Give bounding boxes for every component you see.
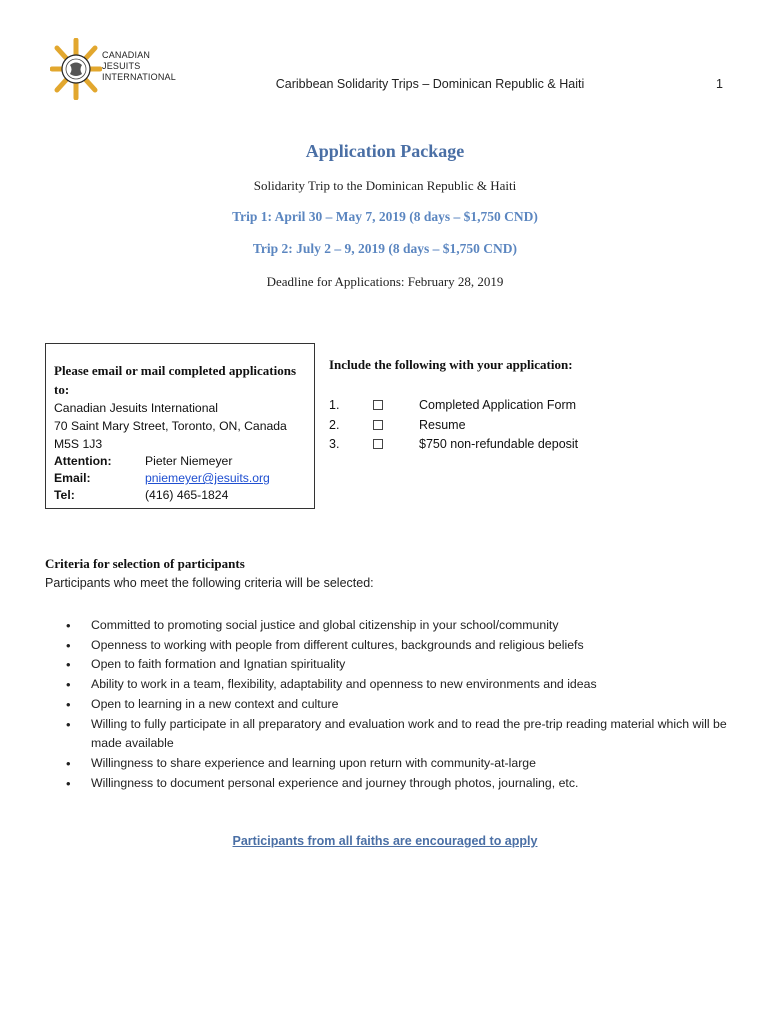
page-number: 1: [716, 77, 723, 91]
include-item-number: 2.: [329, 418, 340, 432]
list-item: • Open to learning in a new context and culture: [64, 695, 744, 715]
all-faiths-link[interactable]: Participants from all faiths are encouraged to apply: [232, 834, 538, 848]
trip-1-dates: Trip 1: April 30 – May 7, 2019 (8 days – $1,750 CND): [232, 209, 538, 224]
include-heading: Include the following with your application:: [329, 357, 573, 372]
list-item: • Willing to fully participate in all preparatory and evaluation work and to read the pre-trip reading material which will be made available: [64, 715, 744, 754]
include-item-label: $750 non-refundable deposit: [419, 437, 579, 451]
email-label: Email:: [54, 471, 91, 485]
address-line-org: Canadian Jesuits International: [54, 401, 218, 415]
criteria-heading: Criteria for selection of participants: [45, 556, 245, 571]
attention-value: Pieter Niemeyer: [145, 454, 233, 468]
email-link[interactable]: pniemeyer@jesuits.org: [145, 471, 270, 485]
subtitle: Solidarity Trip to the Dominican Republic & Haiti: [253, 178, 517, 193]
criteria-list: [64, 616, 744, 793]
tel-label: Tel:: [54, 488, 75, 502]
tel-value: (416) 465-1824: [145, 488, 229, 502]
logo-line-2: JESUITS: [102, 61, 141, 71]
include-item-number: 3.: [329, 437, 340, 451]
list-item: • Willingness to share experience and learning upon return with community-at-large: [64, 754, 744, 774]
list-item: • Committed to promoting social justice and global citizenship in your school/community: [64, 616, 744, 636]
logo-line-3: INTERNATIONAL: [102, 72, 176, 82]
list-item: • Willingness to document personal experience and journey through photos, journaling, etc.: [64, 774, 744, 794]
address-line-postal: M5S 1J3: [54, 437, 103, 451]
header-title: Caribbean Solidarity Trips – Dominican Republic & Haiti: [275, 77, 585, 91]
page-title: Application Package: [305, 141, 465, 161]
include-item-label: Completed Application Form: [419, 398, 577, 412]
address-heading: Please email or mail completed applications to:: [54, 363, 297, 397]
include-item-label: Resume: [419, 418, 466, 432]
include-item-number: 1.: [329, 398, 340, 412]
list-item: • Open to faith formation and Ignatian spirituality: [64, 655, 744, 675]
list-item: • Openness to working with people from different cultures, backgrounds and religious beliefs: [64, 636, 744, 656]
include-item-checkbox[interactable]: [373, 439, 383, 449]
include-item-checkbox[interactable]: [373, 400, 383, 410]
list-item: • Ability to work in a team, flexibility, adaptability and openness to new environments and ideas: [64, 675, 744, 695]
address-line-street: 70 Saint Mary Street, Toronto, ON, Canada: [54, 419, 287, 433]
application-deadline: Deadline for Applications: February 28, 2019: [266, 274, 504, 289]
trip-2-dates: Trip 2: July 2 – 9, 2019 (8 days – $1,750 CND): [252, 241, 518, 256]
criteria-intro: Participants who meet the following criteria will be selected:: [45, 576, 374, 590]
attention-label: Attention:: [54, 454, 112, 468]
logo-line-1: CANADIAN: [102, 50, 151, 60]
include-item-checkbox[interactable]: [373, 420, 383, 430]
